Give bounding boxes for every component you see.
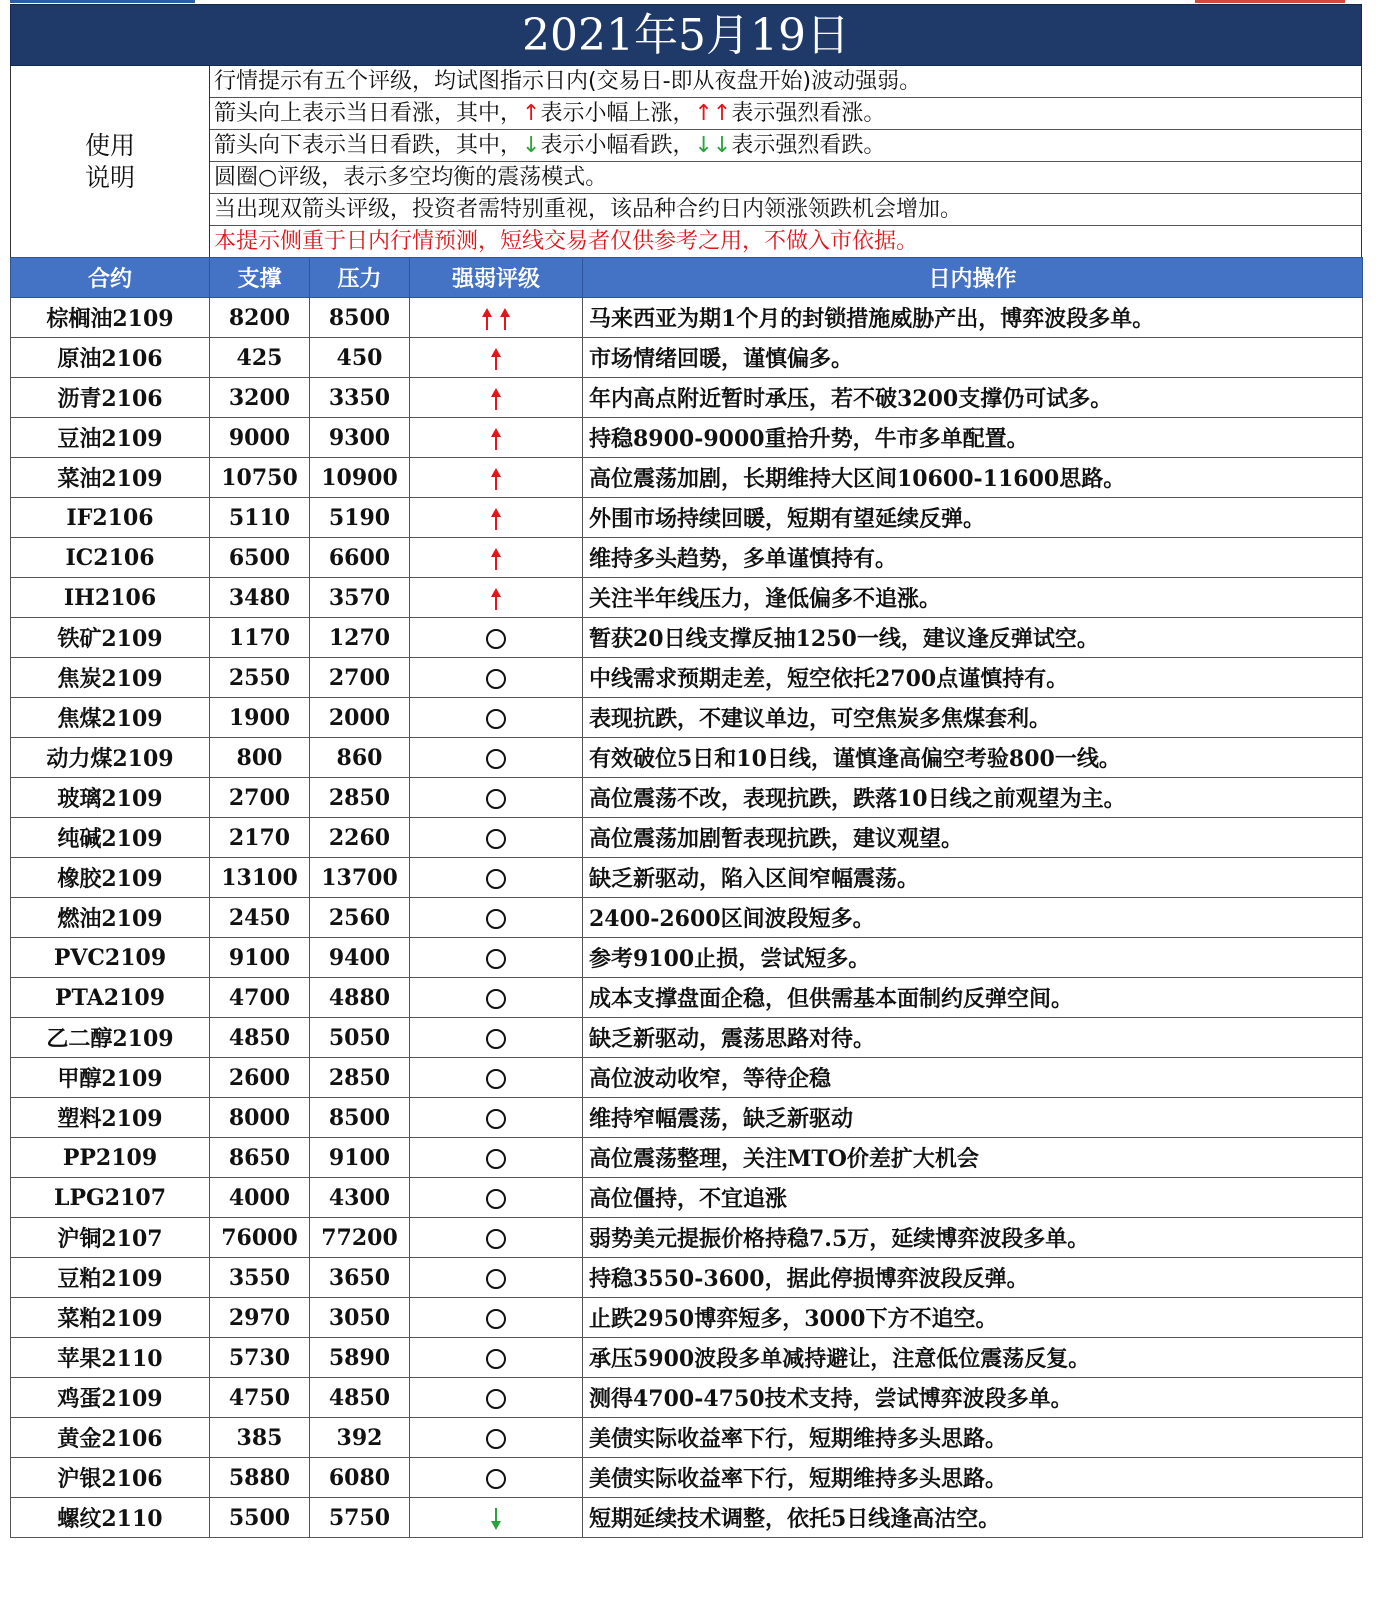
table-row [11,538,1363,578]
circle-icon [486,1229,506,1249]
down-arrow-icon: ↓ [522,133,541,158]
circle-icon [486,1389,506,1409]
support-cell: 8200 [210,298,310,338]
up-arrow-icon [491,508,501,530]
rating-cell [410,818,583,858]
operation-cell: 高位僵持，不宜追涨 [583,1178,1363,1218]
support-cell: 2600 [210,1058,310,1098]
circle-icon [486,1029,506,1049]
double-up-arrow-icon: ↑↑ [694,101,732,126]
contract-cell: PTA2109 [11,978,210,1018]
table-row [11,418,1363,458]
circle-icon [486,1349,506,1369]
usage-label-text: 使用 说明 [84,130,135,192]
support-cell: 3200 [210,378,310,418]
table-row [11,818,1363,858]
rating-cell [410,1138,583,1178]
support-cell: 4000 [210,1178,310,1218]
table-row [11,1218,1363,1258]
contract-cell: 沪银2106 [11,1458,210,1498]
contract-cell: LPG2107 [11,1178,210,1218]
rating-cell [410,658,583,698]
support-cell: 1900 [210,698,310,738]
table-row [11,1338,1363,1378]
operation-cell: 缺乏新驱动，震荡思路对待。 [583,1018,1363,1058]
operation-cell: 马来西亚为期1个月的封锁措施威胁产出，博弈波段多单。 [583,298,1363,338]
contract-cell: 原油2106 [11,338,210,378]
operation-cell: 持稳8900-9000重拾升势，牛市多单配置。 [583,418,1363,458]
rating-cell [410,1418,583,1458]
pressure-cell: 5750 [310,1498,410,1538]
pressure-cell: 6600 [310,538,410,578]
rating-cell [410,498,583,538]
pressure-cell: 3350 [310,378,410,418]
contract-cell: IC2106 [11,538,210,578]
circle-icon [486,1069,506,1089]
operation-cell: 承压5900波段多单减持避让，注意低位震荡反复。 [583,1338,1363,1378]
pressure-cell: 2260 [310,818,410,858]
operation-cell: 短期延续技术调整，依托5日线逢高沽空。 [583,1498,1363,1538]
table-row [11,898,1363,938]
circle-icon [486,669,506,689]
support-cell: 2450 [210,898,310,938]
pressure-cell: 3570 [310,578,410,618]
table-row [11,738,1363,778]
usage-line-2 [210,98,1361,130]
contract-cell: PP2109 [11,1138,210,1178]
operation-cell: 高位波动收窄，等待企稳 [583,1058,1363,1098]
support-cell: 385 [210,1418,310,1458]
rating-cell [410,1458,583,1498]
table-row [11,618,1363,658]
table-row [11,1098,1363,1138]
contract-cell: 豆粕2109 [11,1258,210,1298]
rating-cell [410,618,583,658]
table-row [11,458,1363,498]
pressure-cell: 860 [310,738,410,778]
contract-cell: 沥青2106 [11,378,210,418]
support-cell: 5880 [210,1458,310,1498]
usage-line-5: 当出现双箭头评级，投资者需特别重视，该品种合约日内领涨领跌机会增加。 [210,194,1361,226]
table-row [11,1458,1363,1498]
table-row [11,1258,1363,1298]
contract-cell: 橡胶2109 [11,858,210,898]
rating-cell [410,858,583,898]
table-row [11,1298,1363,1338]
contract-cell: 黄金2106 [11,1418,210,1458]
support-cell: 6500 [210,538,310,578]
operation-cell: 参考9100止损，尝试短多。 [583,938,1363,978]
support-cell: 5500 [210,1498,310,1538]
table-row [11,338,1363,378]
usage-section [10,66,1362,257]
table-row [11,1138,1363,1178]
support-cell: 9100 [210,938,310,978]
top-strip-blue [10,0,195,3]
usage-line-3-text-c: 表示强烈看跌。 [731,133,886,158]
rating-cell [410,378,583,418]
rating-cell [410,298,583,338]
support-cell: 425 [210,338,310,378]
operation-cell: 高位震荡加剧暂表现抗跌，建议观望。 [583,818,1363,858]
usage-label [11,66,210,257]
support-cell: 1170 [210,618,310,658]
contract-cell: 燃油2109 [11,898,210,938]
contract-cell: IH2106 [11,578,210,618]
support-cell: 76000 [210,1218,310,1258]
operation-cell: 维持多头趋势，多单谨慎持有。 [583,538,1363,578]
pressure-cell: 4880 [310,978,410,1018]
operation-cell: 美债实际收益率下行，短期维持多头思路。 [583,1418,1363,1458]
contract-cell: 塑料2109 [11,1098,210,1138]
rating-cell [410,1498,583,1538]
contract-cell: 玻璃2109 [11,778,210,818]
usage-line-6-disclaimer: 本提示侧重于日内行情预测，短线交易者仅供参考之用，不做入市依据。 [214,229,919,254]
operation-cell: 市场情绪回暖，谨慎偏多。 [583,338,1363,378]
contract-cell: 纯碱2109 [11,818,210,858]
table-row [11,1018,1363,1058]
header-support: 支撑 [210,258,310,298]
double-down-arrow-icon: ↓↓ [694,133,732,158]
pressure-cell: 2560 [310,898,410,938]
rating-cell [410,458,583,498]
pressure-cell: 6080 [310,1458,410,1498]
operation-cell: 弱势美元提振价格持稳7.5万，延续博弈波段多单。 [583,1218,1363,1258]
table-row [11,1378,1363,1418]
usage-line-1: 行情提示有五个评级，均试图指示日内(交易日-即从夜盘开始)波动强弱。 [210,66,1361,98]
rating-table [10,257,1363,1538]
support-cell: 10750 [210,458,310,498]
operation-cell: 高位震荡不改，表现抗跌，跌落10日线之前观望为主。 [583,778,1363,818]
rating-cell [410,338,583,378]
up-arrow-icon [491,388,501,410]
up-arrow-icon [482,308,492,330]
up-arrow-icon [500,308,510,330]
rating-cell [410,538,583,578]
down-arrow-icon [491,1508,501,1530]
circle-icon [486,1269,506,1289]
circle-icon [486,1469,506,1489]
contract-cell: IF2106 [11,498,210,538]
support-cell: 5730 [210,1338,310,1378]
support-cell: 13100 [210,858,310,898]
pressure-cell: 2850 [310,1058,410,1098]
circle-icon [486,909,506,929]
usage-line-3 [210,130,1361,162]
rating-cell [410,418,583,458]
pressure-cell: 4850 [310,1378,410,1418]
contract-cell: 菜粕2109 [11,1298,210,1338]
operation-cell: 高位震荡整理，关注MTO价差扩大机会 [583,1138,1363,1178]
contract-cell: 苹果2110 [11,1338,210,1378]
rating-cell [410,778,583,818]
pressure-cell: 9100 [310,1138,410,1178]
operation-cell: 缺乏新驱动，陷入区间窄幅震荡。 [583,858,1363,898]
table-row [11,298,1363,338]
support-cell: 3550 [210,1258,310,1298]
table-row [11,1498,1363,1538]
contract-cell: 焦炭2109 [11,658,210,698]
contract-cell: 沪铜2107 [11,1218,210,1258]
contract-cell: 鸡蛋2109 [11,1378,210,1418]
table-header-row [11,258,1363,298]
usage-line-2-text-c: 表示强烈看涨。 [731,101,886,126]
contract-cell: 菜油2109 [11,458,210,498]
support-cell: 2970 [210,1298,310,1338]
pressure-cell: 10900 [310,458,410,498]
usage-lines [210,66,1361,257]
circle-icon [486,1109,506,1129]
rating-cell [410,1258,583,1298]
circle-icon [486,1189,506,1209]
table-row [11,658,1363,698]
table-row [11,1418,1363,1458]
rating-cell [410,1098,583,1138]
rating-cell [410,938,583,978]
contract-cell: PVC2109 [11,938,210,978]
operation-cell: 2400-2600区间波段短多。 [583,898,1363,938]
pressure-cell: 4300 [310,1178,410,1218]
pressure-cell: 2000 [310,698,410,738]
pressure-cell: 5050 [310,1018,410,1058]
circle-icon [486,629,506,649]
operation-cell: 外围市场持续回暖，短期有望延续反弹。 [583,498,1363,538]
operation-cell: 持稳3550-3600，据此停损博弈波段反弹。 [583,1258,1363,1298]
table-row [11,858,1363,898]
circle-icon [486,1429,506,1449]
rating-cell [410,1058,583,1098]
rating-cell [410,978,583,1018]
pressure-cell: 8500 [310,298,410,338]
pressure-cell: 5890 [310,1338,410,1378]
support-cell: 4700 [210,978,310,1018]
circle-icon [486,829,506,849]
circle-icon [486,749,506,769]
header-contract: 合约 [11,258,210,298]
operation-cell: 测得4700-4750技术支持，尝试博弈波段多单。 [583,1378,1363,1418]
support-cell: 8000 [210,1098,310,1138]
contract-cell: 甲醇2109 [11,1058,210,1098]
pressure-cell: 2700 [310,658,410,698]
up-arrow-icon [491,548,501,570]
table-row [11,938,1363,978]
pressure-cell: 13700 [310,858,410,898]
circle-icon [486,869,506,889]
header-rating: 强弱评级 [410,258,583,298]
support-cell: 4750 [210,1378,310,1418]
operation-cell: 中线需求预期走差，短空依托2700点谨慎持有。 [583,658,1363,698]
rating-cell [410,698,583,738]
circle-icon [486,789,506,809]
up-arrow-icon [491,428,501,450]
contract-cell: 铁矿2109 [11,618,210,658]
rating-cell [410,1338,583,1378]
up-arrow-icon [491,588,501,610]
circle-icon [486,709,506,729]
support-cell: 9000 [210,418,310,458]
usage-line-3-text-b: 表示小幅看跌， [540,133,695,158]
operation-cell: 高位震荡加剧，长期维持大区间10600-11600思路。 [583,458,1363,498]
circle-icon [486,989,506,1009]
table-row [11,778,1363,818]
rating-cell [410,1218,583,1258]
support-cell: 8650 [210,1138,310,1178]
support-cell: 5110 [210,498,310,538]
operation-cell: 年内高点附近暂时承压，若不破3200支撑仍可试多。 [583,378,1363,418]
top-strip-red [1195,0,1345,3]
table-row [11,978,1363,1018]
support-cell: 2170 [210,818,310,858]
up-arrow-icon: ↑ [522,101,541,126]
usage-line-2-text-a: 箭头向上表示当日看涨，其中， [214,101,523,126]
table-row [11,1178,1363,1218]
table-row [11,698,1363,738]
pressure-cell: 77200 [310,1218,410,1258]
header-pressure: 压力 [310,258,410,298]
operation-cell: 暂获20日线支撑反抽1250一线，建议逢反弹试空。 [583,618,1363,658]
contract-cell: 螺纹2110 [11,1498,210,1538]
pressure-cell: 5190 [310,498,410,538]
operation-cell: 表现抗跌，不建议单边，可空焦炭多焦煤套利。 [583,698,1363,738]
circle-icon [486,1149,506,1169]
report-sheet [10,4,1362,1538]
pressure-cell: 3050 [310,1298,410,1338]
contract-cell: 豆油2109 [11,418,210,458]
pressure-cell: 392 [310,1418,410,1458]
support-cell: 2700 [210,778,310,818]
table-row [11,378,1363,418]
circle-icon [486,1309,506,1329]
table-body [11,298,1363,1538]
support-cell: 4850 [210,1018,310,1058]
usage-line-2-text-b: 表示小幅上涨， [540,101,695,126]
table-row [11,578,1363,618]
rating-cell [410,1018,583,1058]
operation-cell: 止跌2950博弈短多，3000下方不追空。 [583,1298,1363,1338]
pressure-cell: 3650 [310,1258,410,1298]
header-operation: 日内操作 [583,258,1363,298]
contract-cell: 乙二醇2109 [11,1018,210,1058]
pressure-cell: 9300 [310,418,410,458]
support-cell: 2550 [210,658,310,698]
support-cell: 3480 [210,578,310,618]
operation-cell: 美债实际收益率下行，短期维持多头思路。 [583,1458,1363,1498]
table-row [11,1058,1363,1098]
contract-cell: 焦煤2109 [11,698,210,738]
operation-cell: 关注半年线压力，逢低偏多不追涨。 [583,578,1363,618]
contract-cell: 棕榈油2109 [11,298,210,338]
table-row [11,498,1363,538]
usage-line-3-text-a: 箭头向下表示当日看跌，其中， [214,133,523,158]
rating-cell [410,1378,583,1418]
operation-cell: 成本支撑盘面企稳，但供需基本面制约反弹空间。 [583,978,1363,1018]
up-arrow-icon [491,348,501,370]
report-title: 2021年5月19日 [10,4,1362,66]
pressure-cell: 1270 [310,618,410,658]
pressure-cell: 8500 [310,1098,410,1138]
operation-cell: 有效破位5日和10日线，谨慎逢高偏空考验800一线。 [583,738,1363,778]
usage-line-4: 圆圈○评级，表示多空均衡的震荡模式。 [210,162,1361,194]
pressure-cell: 2850 [310,778,410,818]
pressure-cell: 9400 [310,938,410,978]
up-arrow-icon [491,468,501,490]
rating-cell [410,1298,583,1338]
circle-icon [486,949,506,969]
rating-cell [410,738,583,778]
contract-cell: 动力煤2109 [11,738,210,778]
pressure-cell: 450 [310,338,410,378]
support-cell: 800 [210,738,310,778]
rating-cell [410,898,583,938]
rating-cell [410,1178,583,1218]
operation-cell: 维持窄幅震荡，缺乏新驱动 [583,1098,1363,1138]
rating-cell [410,578,583,618]
